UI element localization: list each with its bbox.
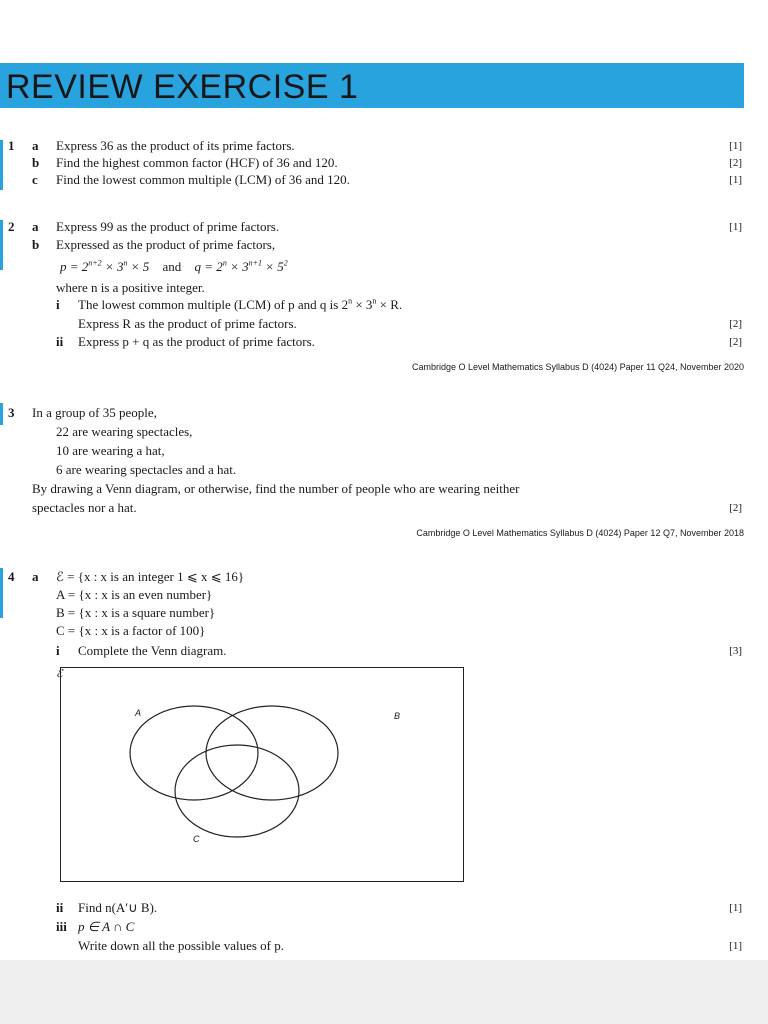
question-2bi-end: × R.	[376, 297, 403, 312]
formula-q-base: q = 2	[194, 259, 223, 274]
question-1c-letter: c	[32, 172, 38, 187]
formula-q-exp3: 2	[283, 258, 288, 268]
formula-p-q	[60, 259, 288, 275]
page-footer-area	[0, 960, 768, 1024]
venn-circle-c	[175, 745, 299, 837]
question-4ai-roman: i	[56, 643, 60, 658]
question-3-line-2: 22 are wearing spectacles,	[56, 424, 193, 439]
set-c: C = {x : x is a factor of 100}	[56, 623, 206, 638]
question-2a-mark: [1]	[729, 221, 742, 233]
question-3-line-4: 6 are wearing spectacles and a hat.	[56, 462, 237, 477]
venn-label-c: C	[193, 834, 200, 844]
venn-label-universal: ℰ	[56, 668, 63, 680]
formula-q-exp2: n+1	[248, 258, 262, 268]
set-universal: ℰ = {x : x is an integer 1 ⩽ x ⩽ 16}	[56, 569, 245, 584]
question-1b-letter: b	[32, 155, 40, 170]
question-2b-where: where n is a positive integer.	[56, 280, 205, 295]
question-3-source: Cambridge O Level Mathematics Syllabus D (4024) Paper 12 Q7, November 2018	[416, 528, 744, 538]
question-1b-mark: [2]	[729, 157, 742, 169]
question-3-line-5: By drawing a Venn diagram, or otherwise, find the number of people who are wearing neither	[32, 481, 520, 496]
question-3-line-6: spectacles nor a hat.	[32, 500, 137, 515]
formula-p-mid: × 3	[101, 259, 124, 274]
formula-q-exp1: n	[222, 258, 227, 268]
venn-circle-a	[130, 706, 258, 800]
question-4aii-text: Find n(A′∪ B).	[78, 900, 158, 915]
question-2bii-roman: ii	[56, 334, 64, 349]
question-2bi-mid: × 3	[352, 297, 373, 312]
question-4aiii-text: p ∈ A ∩ C	[78, 919, 135, 934]
venn-diagram	[56, 667, 464, 882]
question-2a-letter: a	[32, 219, 39, 234]
question-4aiii-roman: iii	[56, 919, 67, 934]
venn-label-a: A	[135, 708, 142, 718]
question-4ai-text: Complete the Venn diagram.	[78, 643, 227, 658]
question-4a-letter: a	[32, 569, 39, 584]
question-1-accent	[0, 140, 3, 190]
formula-p-end: × 5	[127, 259, 150, 274]
question-1a-mark: [1]	[729, 140, 742, 152]
question-4-number: 4	[8, 569, 15, 584]
question-3-mark: [2]	[729, 502, 742, 514]
question-2bii-mark: [2]	[729, 336, 742, 348]
question-2a-text: Express 99 as the product of prime factors.	[56, 219, 280, 234]
question-1c-text: Find the lowest common multiple (LCM) of 36 and 120.	[56, 172, 350, 187]
question-2bi-text	[78, 297, 402, 313]
question-1-number: 1	[8, 138, 15, 153]
formula-p-base: p = 2	[60, 259, 89, 274]
formula-p-exp2: n	[123, 258, 128, 268]
question-4-accent	[0, 568, 3, 618]
question-4aii-roman: ii	[56, 900, 64, 915]
question-2bi-roman: i	[56, 297, 60, 312]
question-3-line-1: In a group of 35 people,	[32, 405, 157, 420]
formula-q-end: × 5	[262, 259, 284, 274]
question-4aiii-text2: Write down all the possible values of p.	[78, 938, 284, 953]
set-a: A = {x : x is an even number}	[56, 587, 213, 602]
venn-universal-rect	[61, 668, 464, 882]
question-1a-text: Express 36 as the product of its prime factors.	[56, 138, 295, 153]
question-1b-text: Find the highest common factor (HCF) of 36 and 120.	[56, 155, 338, 170]
question-1c-mark: [1]	[729, 174, 742, 186]
question-2-number: 2	[8, 219, 15, 234]
formula-p-exp1: n+2	[88, 258, 102, 268]
question-3-number: 3	[8, 405, 15, 420]
question-2b-intro: Expressed as the product of prime factors,	[56, 237, 276, 252]
question-2-accent	[0, 220, 3, 270]
question-3-line-3: 10 are wearing a hat,	[56, 443, 165, 458]
formula-q-mid: × 3	[226, 259, 249, 274]
question-2-source: Cambridge O Level Mathematics Syllabus D (4024) Paper 11 Q24, November 2020	[412, 362, 744, 372]
question-1a-letter: a	[32, 138, 39, 153]
question-2b-letter: b	[32, 237, 40, 252]
question-2bi-text2: Express R as the product of prime factors.	[78, 316, 297, 331]
page-title: REVIEW EXERCISE 1	[6, 68, 359, 106]
question-4aiii-mark: [1]	[729, 940, 742, 952]
question-2bi-mark: [2]	[729, 318, 742, 330]
question-4ai-mark: [3]	[729, 645, 742, 657]
question-2bi-exp2: n	[372, 296, 377, 306]
venn-label-b: B	[394, 711, 401, 721]
question-2bii-text: Express p + q as the product of prime factors.	[78, 334, 315, 349]
question-3-accent	[0, 403, 3, 425]
question-2bi-text1: The lowest common multiple (LCM) of p and q is 2	[78, 297, 349, 312]
venn-svg	[60, 667, 464, 882]
question-2bi-exp1: n	[348, 296, 353, 306]
question-4aii-mark: [1]	[729, 902, 742, 914]
set-b: B = {x : x is a square number}	[56, 605, 216, 620]
formula-and: and	[162, 259, 182, 274]
